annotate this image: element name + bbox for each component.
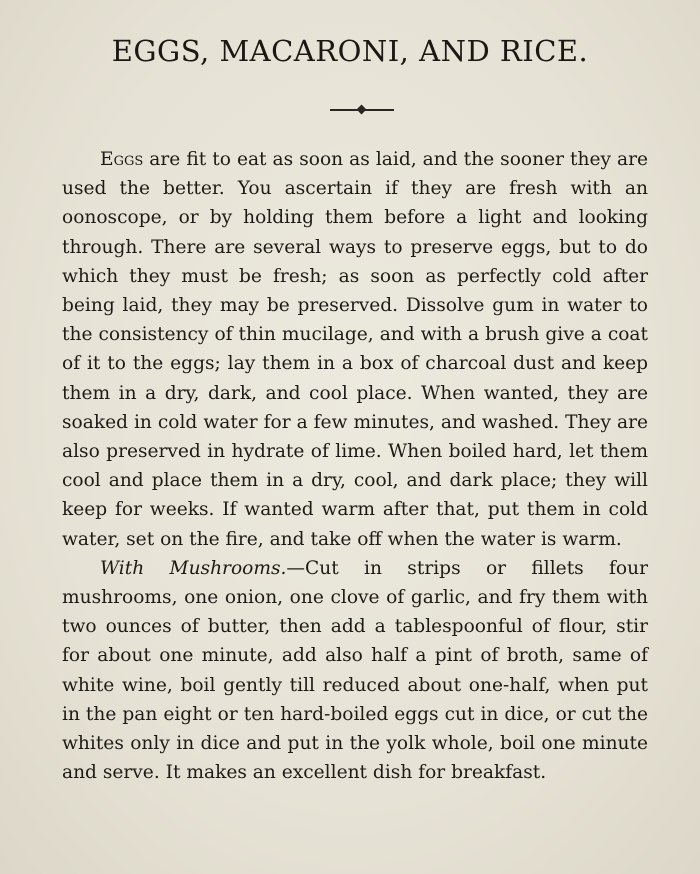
page-body bbox=[62, 145, 648, 787]
paragraph-lead-mushrooms: With Mushrooms. bbox=[100, 557, 287, 579]
rule-diamond bbox=[357, 105, 367, 115]
paragraph-lead-eggs: Eggs bbox=[100, 149, 144, 170]
paragraph-eggs bbox=[62, 145, 648, 554]
paragraph-mushrooms bbox=[62, 554, 648, 788]
paragraph-text-mushrooms: —Cut in strips or fillets four mushrooms, one onion, one clove of garlic, and fry them with two ounces of butter, then add a tablespoonful of flour, stir for about one minute, add also half a pint of broth, same of white wine, boil gently till reduced about one-half, when put in the pan eight or ten hard-boiled eggs cut in dice, or cut the whites only in dice and put in the yolk whole, boil one minute and serve. It makes an excellent dish for breakfast. bbox=[62, 557, 648, 784]
page-title: EGGS, MACARONI, AND RICE. bbox=[111, 34, 589, 68]
ornamental-rule bbox=[330, 104, 394, 116]
paragraph-text-eggs: are fit to eat as soon as laid, and the sooner they are used the better. You ascertain if they are fresh with an oonoscope, or by holding them before a light and looking through. There are several ways to preserve eggs, but to do which they must be fresh; as soon as perfectly cold after being laid, they may be preserved. Dissolve gum in water to the consistency of thin mucilage, and with a brush give a coat of it to the eggs; lay them in a box of charcoal dust and keep them in a dry, dark, and cool place. When wanted, they are soaked in cold water for a few minutes, and washed. They are also preserved in hydrate of lime. When boiled hard, let them cool and place them in a dry, cool, and dark place; they will keep for weeks. If wanted warm after that, put them in cold water, set on the fire, and take off when the water is warm. bbox=[62, 149, 648, 550]
